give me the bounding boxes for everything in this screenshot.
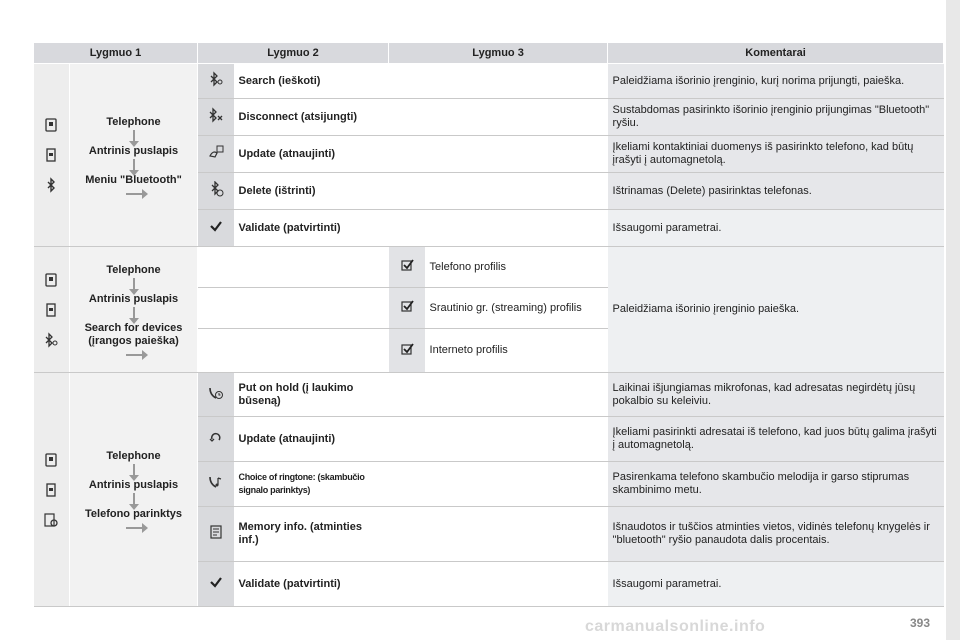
phone-options-icon <box>43 512 59 528</box>
down-arrow-icon <box>133 278 135 290</box>
level2-label: Update (atnaujinti) <box>234 417 389 462</box>
bluetooth-search-icon <box>208 71 224 87</box>
comment-cell: Paleidžiama išorinio įrenginio paieška. <box>608 247 944 373</box>
level1-telephone: Telephone <box>106 115 161 128</box>
level3-icon-cell <box>389 329 425 373</box>
level3-empty <box>389 136 608 173</box>
level2-icon-cell <box>198 507 234 562</box>
menu-table <box>33 42 944 607</box>
right-arrow-icon <box>126 193 142 195</box>
down-arrow-icon <box>133 464 135 476</box>
level2-icon-cell <box>198 462 234 507</box>
level1-icons <box>34 373 70 607</box>
header-row <box>34 43 944 64</box>
level1-path <box>70 64 198 247</box>
level2-empty <box>198 329 389 373</box>
table-row <box>34 64 944 99</box>
level1-secondary-page: Antrinis puslapis <box>88 144 179 157</box>
header-comments: Komentarai <box>608 43 944 64</box>
level2-icon-cell <box>198 417 234 462</box>
header-level-2: Lygmuo 2 <box>198 43 389 64</box>
header-level-3: Lygmuo 3 <box>389 43 608 64</box>
level3-label: Srautinio gr. (streaming) profilis <box>425 288 608 329</box>
secondary-page-icon <box>43 302 59 318</box>
comment-cell: Įkeliami pasirinkti adresatai iš telefono, kad juos būtų galima įrašyti į automagnetolą. <box>608 417 944 462</box>
level2-label: Choice of ringtone: (skambučio signalo parinktys) <box>234 462 389 507</box>
level3-empty <box>389 64 608 99</box>
level2-icon-cell <box>198 373 234 417</box>
bluetooth-disconnect-icon <box>208 107 224 123</box>
secondary-page-icon <box>43 482 59 498</box>
level2-icon-cell <box>198 136 234 173</box>
level3-label: Telefono profilis <box>425 247 608 288</box>
level2-label: Validate (patvirtinti) <box>234 562 389 607</box>
comment-cell: Laikinai išjungiamas mikrofonas, kad adresatas negirdėtų jūsų pokalbio su keleiviu. <box>608 373 944 417</box>
level3-empty <box>389 373 608 417</box>
right-arrow-icon <box>126 354 142 356</box>
level2-icon-cell <box>198 210 234 247</box>
ringtone-icon <box>208 474 224 490</box>
down-arrow-icon <box>133 493 135 505</box>
bluetooth-delete-icon <box>208 181 224 197</box>
level1-secondary-page: Antrinis puslapis <box>88 292 179 305</box>
header-level-1: Lygmuo 1 <box>34 43 198 64</box>
level3-empty <box>389 562 608 607</box>
level1-secondary-page: Antrinis puslapis <box>88 479 179 491</box>
level3-label: Interneto profilis <box>425 329 608 373</box>
level1-bluetooth-menu: Meniu "Bluetooth" <box>85 173 182 186</box>
telephone-handset-icon <box>43 452 59 468</box>
update-refresh-icon <box>208 429 224 445</box>
level3-empty <box>389 462 608 507</box>
down-arrow-icon <box>133 130 135 142</box>
checkbox-icon <box>399 257 415 273</box>
level1-icons <box>34 64 70 247</box>
page-sidebar <box>946 0 960 640</box>
level2-icon-cell <box>198 173 234 210</box>
level2-label: Memory info. (atminties inf.) <box>234 507 389 562</box>
level2-empty <box>198 247 389 288</box>
level1-telephone: Telephone <box>106 450 161 462</box>
memory-info-icon <box>208 524 224 540</box>
comment-cell: Ištrinamas (Delete) pasirinktas telefonas. <box>608 173 944 210</box>
right-arrow-icon <box>126 527 142 529</box>
level1-path <box>70 247 198 373</box>
level2-label: Put on hold (į laukimo būseną) <box>234 373 389 417</box>
level3-empty <box>389 99 608 136</box>
level3-empty <box>389 210 608 247</box>
level2-empty <box>198 288 389 329</box>
level1-phone-options: Telefono parinktys <box>85 508 182 520</box>
level2-icon-cell <box>198 64 234 99</box>
level1-icons <box>34 247 70 373</box>
down-arrow-icon <box>133 159 135 171</box>
telephone-handset-icon <box>43 272 59 288</box>
comment-cell: Paleidžiama išorinio įrenginio, kurį norima prijungti, paieška. <box>608 64 944 99</box>
level1-search-devices: Search for devices (įrangos paieška) <box>84 321 183 347</box>
level3-icon-cell <box>389 247 425 288</box>
level2-label: Validate (patvirtinti) <box>234 210 389 247</box>
level3-empty <box>389 417 608 462</box>
level2-label: Delete (ištrinti) <box>234 173 389 210</box>
bluetooth-icon <box>43 177 59 193</box>
comment-cell: Įkeliami kontaktiniai duomenys iš pasirinkto telefono, kad būtų įrašyti į automagnetolą. <box>608 136 944 173</box>
secondary-page-icon <box>43 147 59 163</box>
table-row <box>34 373 944 417</box>
level2-icon-cell <box>198 99 234 136</box>
table-row <box>34 247 944 288</box>
level3-empty <box>389 507 608 562</box>
telephone-handset-icon <box>43 117 59 133</box>
level2-label: Search (ieškoti) <box>234 64 389 99</box>
contacts-update-icon <box>208 144 224 160</box>
comment-cell: Išsaugomi parametrai. <box>608 210 944 247</box>
put-on-hold-icon <box>208 385 224 401</box>
level1-telephone: Telephone <box>106 263 161 276</box>
page-number: 393 <box>909 616 930 630</box>
bluetooth-search-icon <box>43 332 59 348</box>
level2-label: Disconnect (atsijungti) <box>234 99 389 136</box>
checkmark-icon <box>208 218 224 234</box>
comment-cell: Išsaugomi parametrai. <box>608 562 944 607</box>
level2-icon-cell <box>198 562 234 607</box>
comment-cell: Pasirenkama telefono skambučio melodija ir garso stiprumas skambinimo metu. <box>608 462 944 507</box>
checkbox-icon <box>399 298 415 314</box>
checkbox-icon <box>399 341 415 357</box>
level3-empty <box>389 173 608 210</box>
level1-path <box>70 373 198 607</box>
comment-cell: Sustabdomas pasirinkto išorinio įrenginio prijungimas "Bluetooth" ryšiu. <box>608 99 944 136</box>
level2-label: Update (atnaujinti) <box>234 136 389 173</box>
down-arrow-icon <box>133 307 135 319</box>
watermark: carmanualsonline.info <box>585 618 766 635</box>
level3-icon-cell <box>389 288 425 329</box>
checkmark-icon <box>208 574 224 590</box>
comment-cell: Išnaudotos ir tuščios atminties vietos, vidinės telefonų knygelės ir "bluetooth" ryšio panaudota dalis procentais. <box>608 507 944 562</box>
